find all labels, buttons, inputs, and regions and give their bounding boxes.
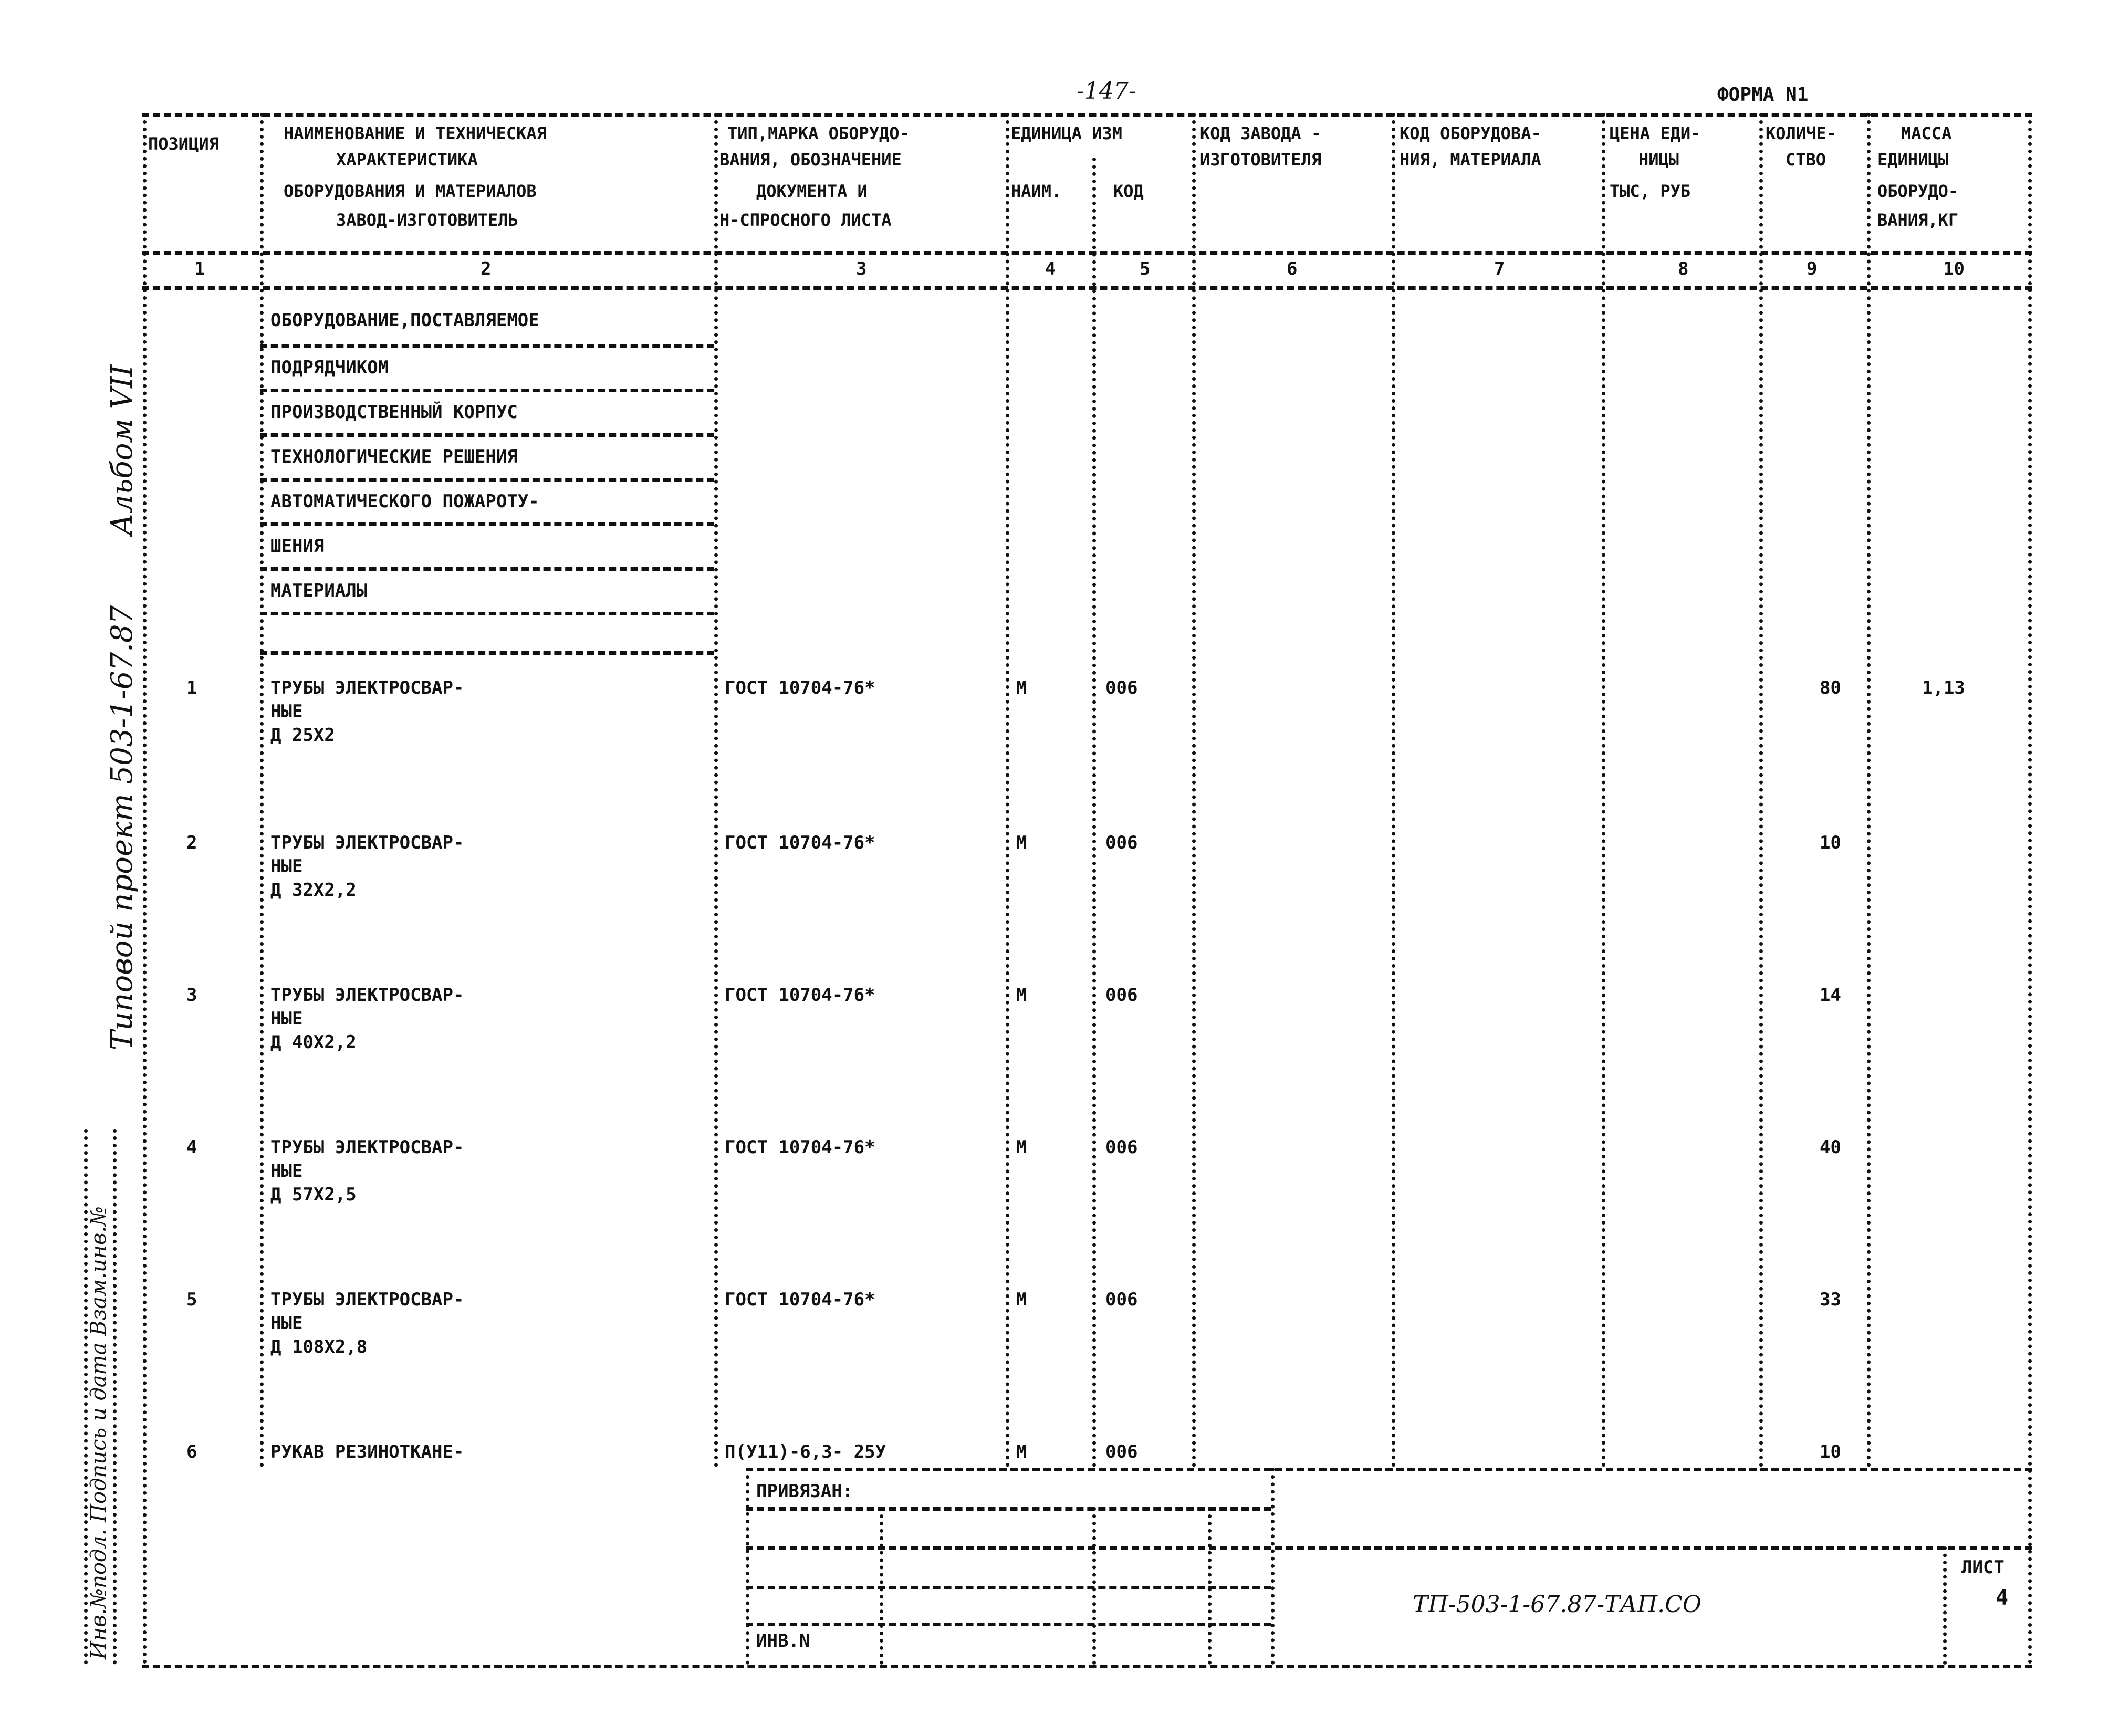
header-factory-code: ИЗГОТОВИТЕЛЯ [1200,150,1322,170]
rule-stamp-5 [746,1623,1271,1626]
margin-div [113,1129,117,1665]
stamp-sheet-number: 4 [1996,1586,2009,1610]
row-unit: М [1016,832,1027,853]
col-div [1602,113,1605,1468]
row-mass: 1,13 [1922,677,1965,698]
column-number: 5 [1140,258,1151,279]
col-div [1759,113,1763,1468]
col-div [260,113,264,1468]
row-name-line: НЫЕ [270,701,303,722]
header-type-line: ТИП,МАРКА ОБОРУДО- [727,123,910,143]
row-name-line: Д 108X2,8 [270,1336,368,1357]
row-name-line: Д 32X2,2 [270,880,357,901]
section-line: АВТОМАТИЧЕСКОГО ПОЖАРОТУ- [270,491,539,512]
section-sep [260,612,714,615]
column-number: 3 [856,258,867,279]
row-unit: М [1016,1137,1027,1158]
row-name-line: ТРУБЫ ЭЛЕКТРОСВАР- [270,1137,464,1158]
section-sep [260,651,714,655]
header-equipment-code: НИЯ, МАТЕРИАЛА [1400,150,1541,170]
row-quantity: 10 [1820,832,1841,853]
row-document: ГОСТ 10704-76* [725,677,875,698]
header-name-line: ОБОРУДОВАНИЯ И МАТЕРИАЛОВ [284,181,537,201]
row-unit-code: 006 [1105,1289,1138,1310]
rule-bottom [142,1665,2032,1668]
header-quantity: КОЛИЧЕ- [1766,123,1836,143]
page-number: -147- [1077,78,1136,104]
header-unit-name: НАИМ. [1011,181,1062,201]
stamp-div [1943,1546,1947,1665]
stamp-sheet-label: ЛИСТ [1961,1557,2004,1578]
row-unit-code: 006 [1105,677,1138,698]
header-unit-code: КОД [1113,181,1144,201]
header-quantity: СТВО [1786,150,1826,170]
row-name-line: ТРУБЫ ЭЛЕКТРОСВАР- [270,677,464,698]
col-div [1867,113,1871,1468]
rule-colnums-bottom [142,286,2032,290]
col-div [1006,113,1009,1468]
stamp-bound-label: ПРИВЯЗАН: [756,1481,853,1502]
rule-stamp-2 [746,1507,1271,1511]
col-div [714,113,718,1468]
rule-stamp-3 [746,1546,2032,1550]
header-price: НИЦЫ [1638,150,1679,170]
rule-header-bottom [142,251,2032,255]
row-document: ГОСТ 10704-76* [725,1137,875,1158]
row-unit-code: 006 [1105,985,1138,1006]
header-mass: ОБОРУДО- [1877,181,1959,201]
rule-top [142,113,2032,117]
row-unit-code: 006 [1105,1137,1138,1158]
row-name-line: ТРУБЫ ЭЛЕКТРОСВАР- [270,1289,464,1310]
stamp-inventory-label: ИНВ.N [756,1630,810,1651]
row-position: 4 [186,1137,197,1158]
col-div [1192,113,1196,1468]
header-equipment-code: КОД ОБОРУДОВА- [1400,123,1541,143]
header-type-line: ВАНИЯ, ОБОЗНАЧЕНИЕ [719,150,902,170]
section-line: ОБОРУДОВАНИЕ,ПОСТАВЛЯЕМОЕ [270,310,539,331]
stamp-div [1271,1468,1275,1665]
row-unit: М [1016,677,1027,698]
row-position: 2 [186,832,197,853]
section-line: ПОДРЯДЧИКОМ [270,357,389,378]
form-label: ФОРМА N1 [1717,84,1809,106]
column-number: 6 [1287,258,1298,279]
row-name-line: Д 57X2,5 [270,1184,357,1205]
column-number: 10 [1943,258,1965,279]
col-div [1092,158,1096,1468]
col-div [2028,113,2032,1665]
margin-stamp-fields: Инв.№подл. Подпись и дата Взам.инв.№ [87,1206,111,1659]
row-unit: М [1016,1289,1027,1310]
header-name-line: ХАРАКТЕРИСТИКА [336,150,478,170]
row-document: П(У11)-6,3- 25У [725,1441,886,1462]
row-position: 6 [186,1441,197,1462]
header-mass: ВАНИЯ,КГ [1877,210,1959,230]
header-price: ТЫС, РУБ [1610,181,1691,201]
row-document: ГОСТ 10704-76* [725,985,875,1006]
row-position: 3 [186,985,197,1006]
section-sep [260,478,714,482]
row-unit: М [1016,985,1027,1006]
row-unit: М [1016,1441,1027,1462]
section-line: МАТЕРИАЛЫ [270,580,368,601]
header-name-line: ЗАВОД-ИЗГОТОВИТЕЛЬ [336,210,518,230]
stamp-div [1208,1507,1212,1665]
column-number: 9 [1807,258,1818,279]
section-sep [260,433,714,437]
row-name-line: НЫЕ [270,856,303,877]
stamp-document-code: ТП-503-1-67.87-ТАП.СО [1413,1591,1701,1618]
margin-album-label: Альбом VII [105,364,139,536]
col-div [143,113,147,1665]
row-name-line: ТРУБЫ ЭЛЕКТРОСВАР- [270,985,464,1006]
row-unit-code: 006 [1105,832,1138,853]
row-name-line: ТРУБЫ ЭЛЕКТРОСВАР- [270,832,464,853]
section-line: ПРОИЗВОДСТВЕННЫЙ КОРПУС [270,402,518,423]
col-div [1392,113,1395,1468]
stamp-div [746,1468,749,1665]
column-number: 1 [194,258,205,279]
stamp-div [1092,1507,1096,1665]
column-number: 4 [1045,258,1056,279]
row-document: ГОСТ 10704-76* [725,1289,875,1310]
row-quantity: 33 [1820,1289,1841,1310]
row-quantity: 14 [1820,985,1841,1006]
header-position: ПОЗИЦИЯ [148,134,219,154]
section-sep [260,522,714,526]
row-document: ГОСТ 10704-76* [725,832,875,853]
row-name-line: РУКАВ РЕЗИНОТКАНЕ- [270,1441,464,1462]
header-type-line: ДОКУМЕНТА И [756,181,868,201]
row-position: 1 [186,677,197,698]
header-mass: МАССА [1901,123,1952,143]
row-name-line: НЫЕ [270,1160,303,1181]
header-mass: ЕДИНИЦЫ [1877,150,1948,170]
row-name-line: НЫЕ [270,1008,303,1029]
row-name-line: Д 25X2 [270,725,335,746]
row-name-line: Д 40X2,2 [270,1032,357,1053]
row-quantity: 10 [1820,1441,1841,1462]
section-sep [260,389,714,392]
section-sep [260,344,714,348]
row-quantity: 40 [1820,1137,1841,1158]
column-number: 2 [481,258,492,279]
header-price: ЦЕНА ЕДИ- [1610,123,1701,143]
header-unit: ЕДИНИЦА ИЗМ [1011,123,1122,143]
rule-stamp-4 [746,1586,1271,1589]
rule-stamp-1 [746,1468,2032,1471]
row-quantity: 80 [1820,677,1841,698]
margin-project-label: Типовой проект 503-1-67.87 [105,605,139,1050]
row-name-line: НЫЕ [270,1313,303,1334]
section-sep [260,567,714,571]
stamp-div [880,1507,883,1665]
column-number: 7 [1494,258,1505,279]
section-line: ТЕХНОЛОГИЧЕСКИЕ РЕШЕНИЯ [270,446,518,467]
column-number: 8 [1678,258,1689,279]
header-name-line: НАИМЕНОВАНИЕ И ТЕХНИЧЕСКАЯ [284,123,547,143]
header-type-line: Н-СПРОСНОГО ЛИСТА [719,210,892,230]
row-unit-code: 006 [1105,1441,1138,1462]
header-factory-code: КОД ЗАВОДА - [1200,123,1322,143]
section-line: ШЕНИЯ [270,536,325,557]
row-position: 5 [186,1289,197,1310]
